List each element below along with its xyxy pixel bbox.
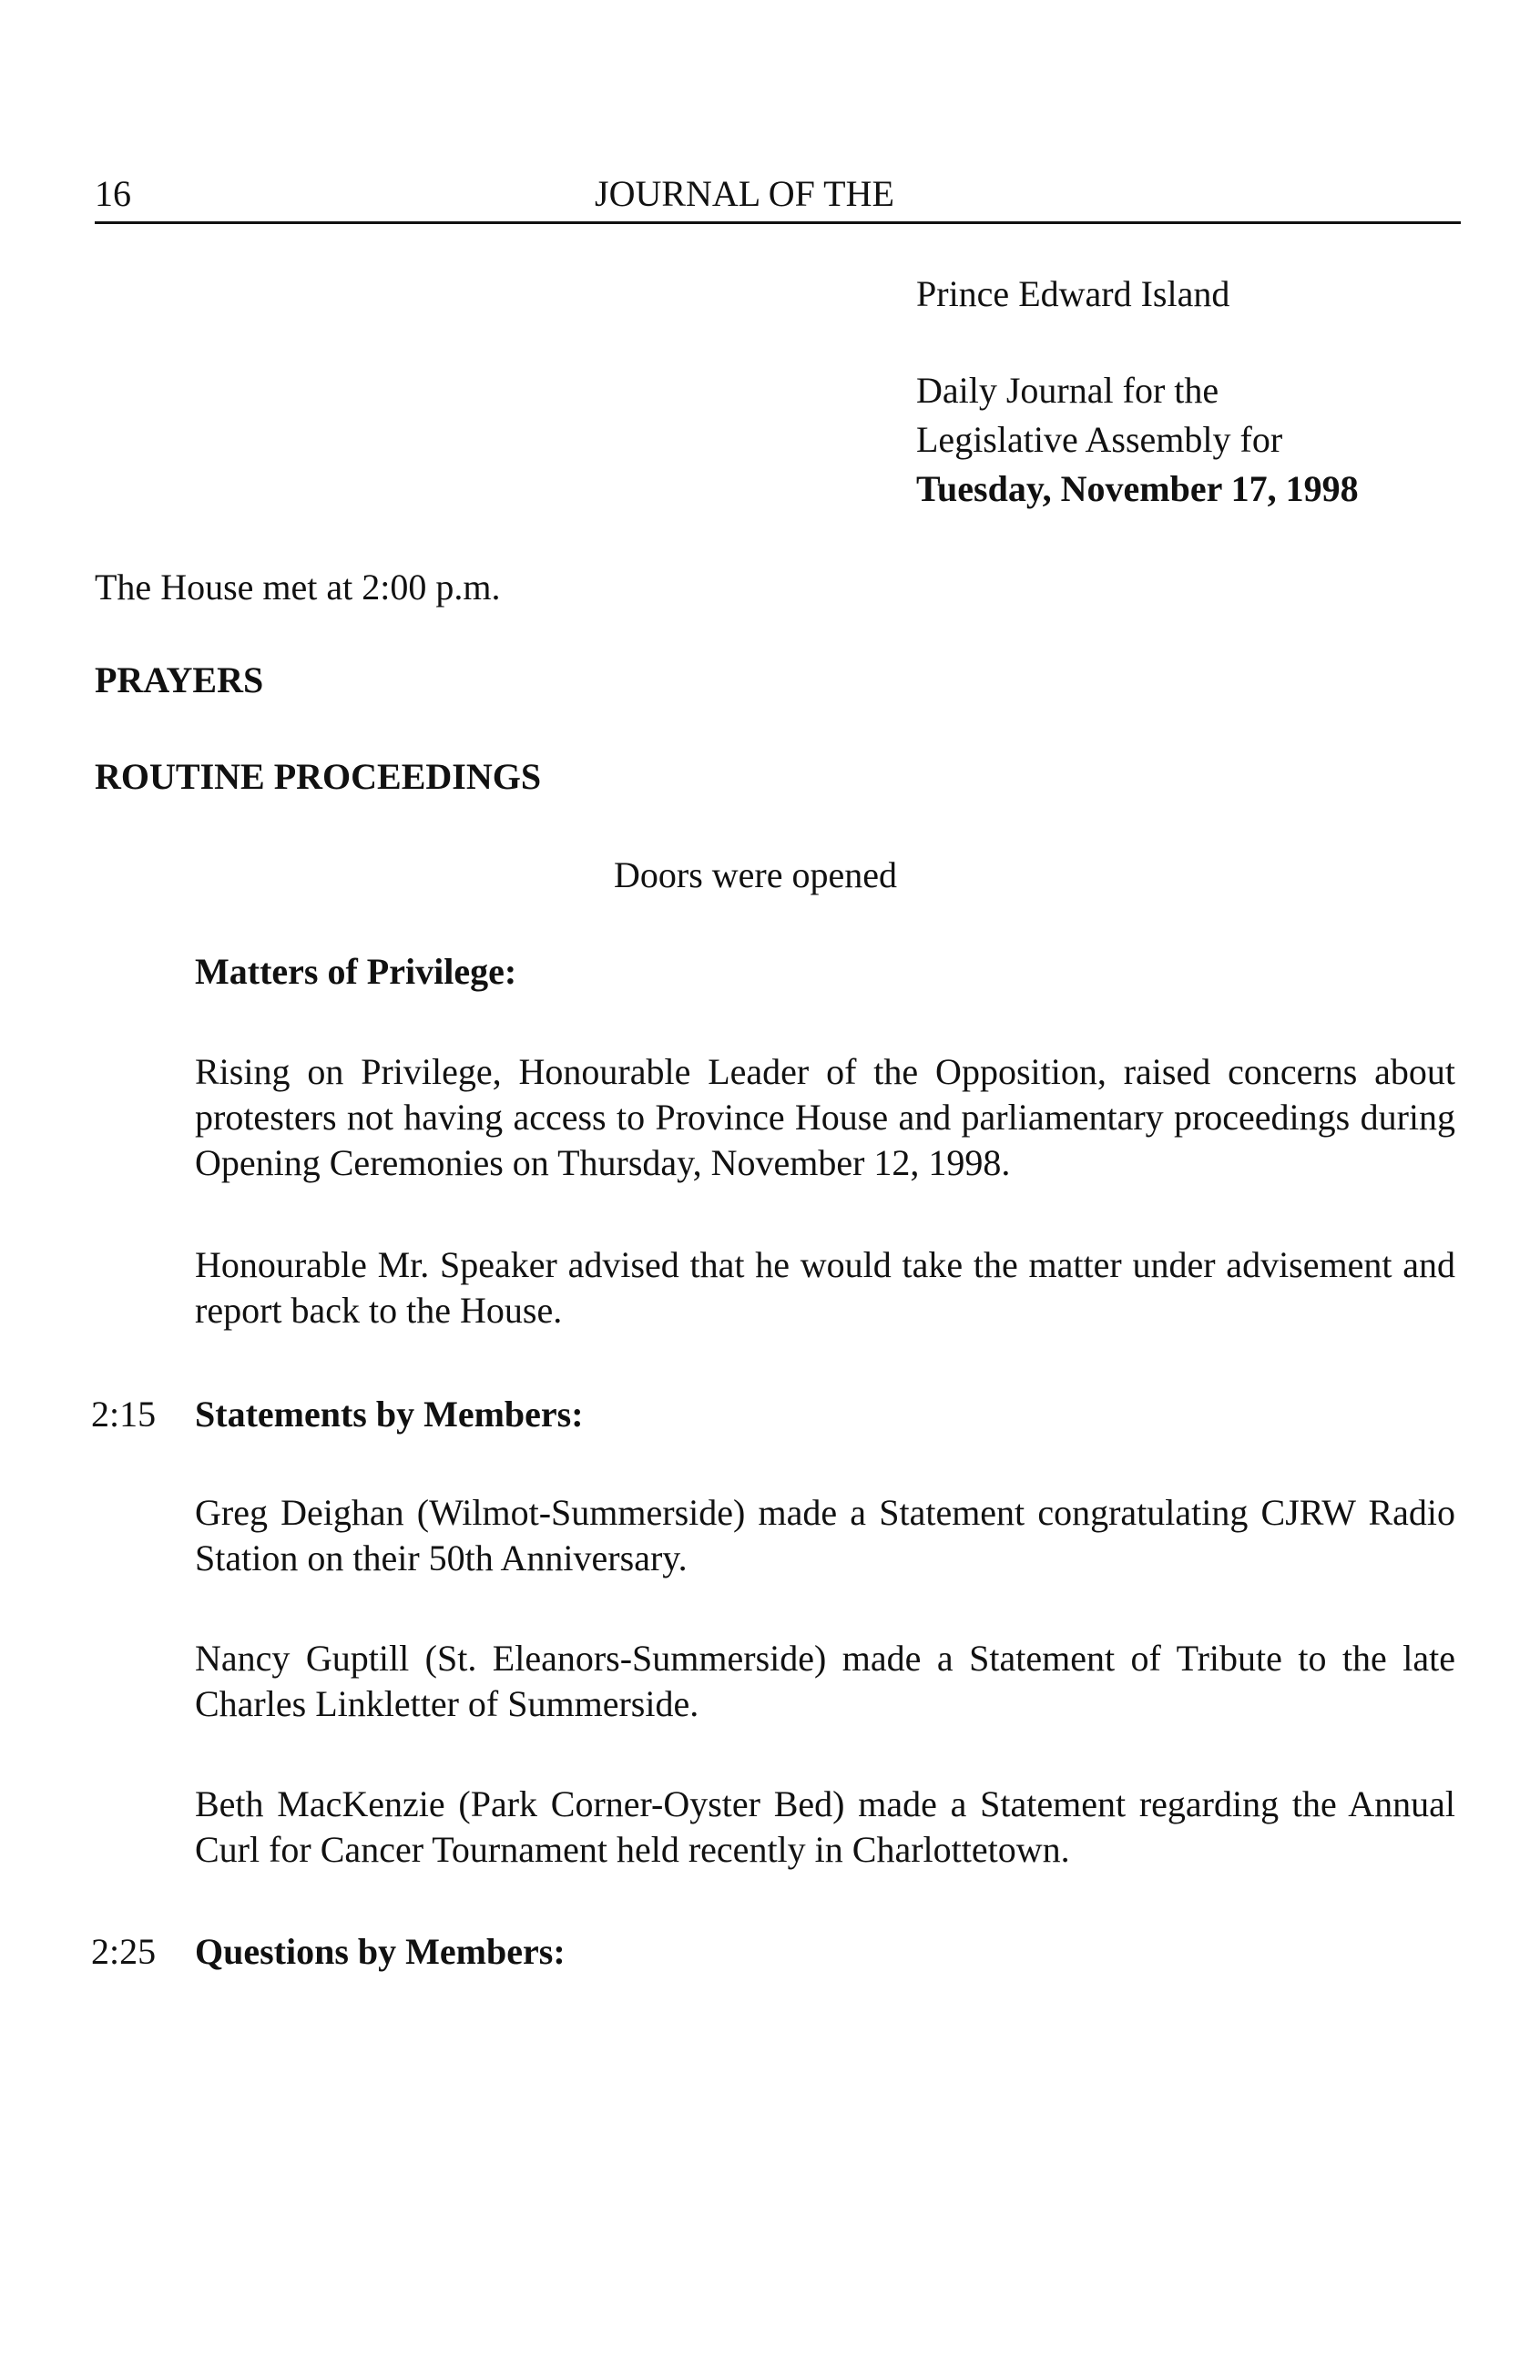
running-title: JOURNAL OF THE bbox=[595, 173, 894, 214]
statements-time: 2:15 bbox=[91, 1394, 157, 1435]
statements-heading: Statements by Members: bbox=[195, 1394, 584, 1435]
journal-title-line2: Legislative Assembly for bbox=[916, 419, 1283, 460]
province-name: Prince Edward Island bbox=[916, 273, 1230, 314]
prayers-heading: PRAYERS bbox=[95, 659, 264, 700]
opening-line: The House met at 2:00 p.m. bbox=[95, 567, 501, 608]
header-rule bbox=[95, 221, 1461, 224]
doors-opened-note: Doors were opened bbox=[614, 854, 897, 895]
journal-title-line1: Daily Journal for the bbox=[916, 370, 1219, 411]
statement-item: Greg Deighan (Wilmot-Summerside) made a Statement congratulating CJRW Radio Station on their 50th Anniversary. bbox=[195, 1492, 1455, 1578]
questions-heading: Questions by Members: bbox=[195, 1931, 566, 1972]
statement-item: Beth MacKenzie (Park Corner-Oyster Bed) made a Statement regarding the Annual Curl for Cancer Tournament held recently in Charlottetown. bbox=[195, 1783, 1455, 1870]
routine-proceedings-heading: ROUTINE PROCEEDINGS bbox=[95, 756, 542, 797]
privilege-paragraph: Rising on Privilege, Honourable Leader of the Opposition, raised concerns about protesters not having access to Province House and parliamentary proceedings during Opening Ceremonies on Thursday, November 12, 1998. bbox=[195, 1051, 1455, 1183]
sitting-date: Tuesday, November 17, 1998 bbox=[916, 468, 1359, 509]
questions-time: 2:25 bbox=[91, 1931, 157, 1972]
page-number: 16 bbox=[95, 173, 131, 214]
speaker-paragraph: Honourable Mr. Speaker advised that he would take the matter under advisement and report back to the House. bbox=[195, 1244, 1455, 1331]
privilege-heading: Matters of Privilege: bbox=[195, 951, 517, 992]
statement-item: Nancy Guptill (St. Eleanors-Summerside) made a Statement of Tribute to the late Charles Linkletter of Summerside. bbox=[195, 1638, 1455, 1724]
